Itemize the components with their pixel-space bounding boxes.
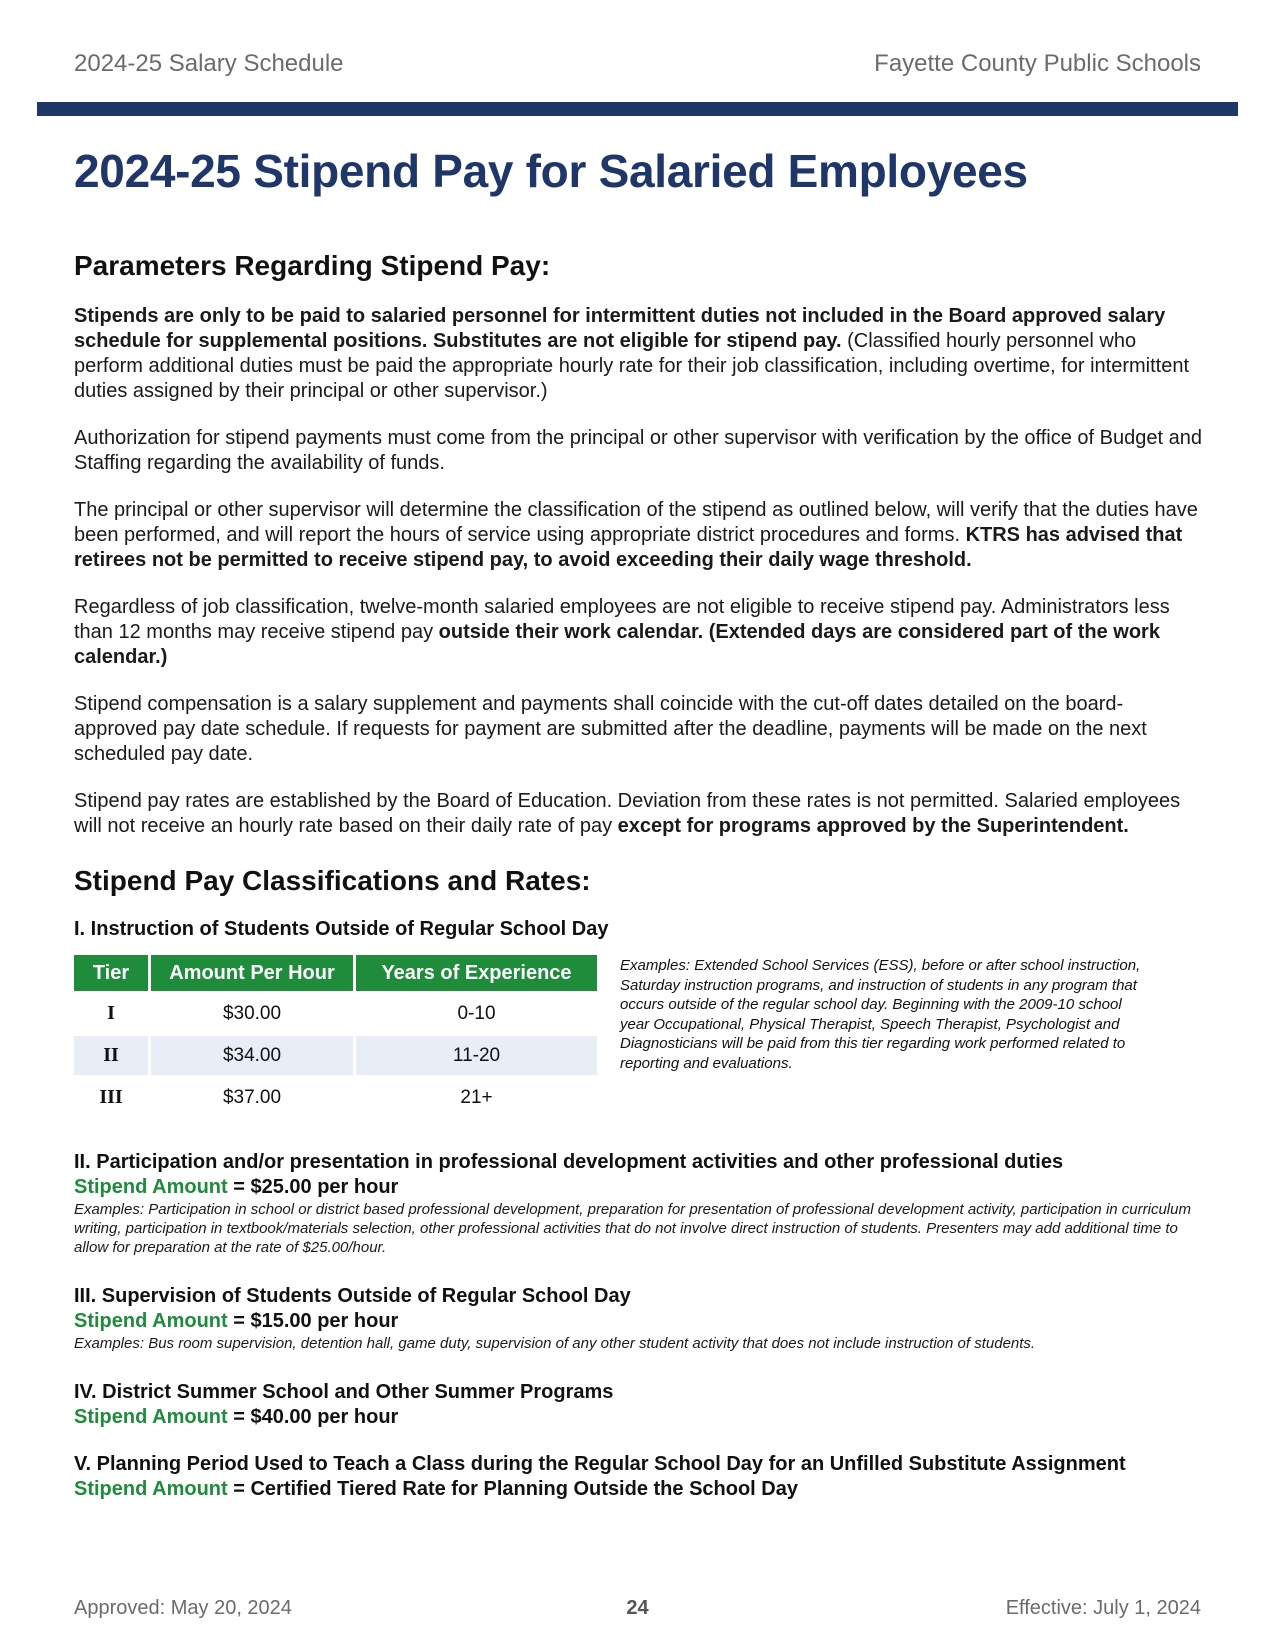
rates-table (71, 952, 600, 1120)
rates-table-header-row (74, 955, 597, 991)
footer-page-number: 24 (626, 1597, 649, 1619)
section-2-stipend (74, 1175, 1204, 1200)
table-row (74, 1036, 597, 1075)
p6-bold-text: except for programs approved by the Superintendent. (617, 815, 1129, 837)
stipend-amount: = $25.00 per hour (233, 1176, 399, 1198)
section-2-title: II. Participation and/or presentation in professional development activities and other professional duties (74, 1151, 1064, 1173)
parameters-paragraph-3 (74, 498, 1204, 573)
footer-effective-date: Effective: July 1, 2024 (1005, 1597, 1201, 1619)
table-row (74, 1078, 597, 1117)
parameters-paragraph-4 (74, 595, 1204, 670)
parameters-paragraph-1 (74, 304, 1204, 404)
section-3-title: III. Supervision of Students Outside of Regular School Day (74, 1285, 631, 1307)
header-amount: Amount Per Hour (151, 955, 353, 991)
p6-text: Stipend pay rates are established by the Board of Education. Deviation from these rates is not permitted. Salaried employees will not receive an hourly rate based on their daily rate of pay (74, 790, 1181, 837)
parameters-paragraph-6 (74, 789, 1204, 839)
section-5-stipend (74, 1477, 1204, 1502)
years-cell: 0-10 (457, 1002, 496, 1024)
p3-text: The principal or other supervisor will determine the classification of the stipend as outlined below, will verify that the duties have been performed, and will report the hours of service using appropriate district procedures and forms. (74, 499, 1198, 546)
p3-bold-text: KTRS has advised that retirees not be permitted to receive stipend pay, to avoid exceeding their daily wage threshold. (74, 524, 1183, 571)
classifications-heading: Stipend Pay Classifications and Rates: (74, 865, 591, 896)
years-cell: 21+ (460, 1086, 493, 1108)
tier-cell: III (99, 1086, 123, 1108)
amount-cell: $34.00 (151, 1036, 353, 1075)
section-1-title: I. Instruction of Students Outside of Regular School Day (74, 918, 609, 940)
table-row (74, 994, 597, 1033)
parameters-paragraph-5: Stipend compensation is a salary supplement and payments shall coincide with the cut-off dates detailed on the board-approved pay date schedule. If requests for payment are submitted after the deadline, payments will be made on the next scheduled pay date. (74, 693, 1147, 765)
section-1-examples: Examples: Extended School Services (ESS), before or after school instruction, Saturday instruction programs, and instruction of students in any program that occurs outside of the regular school day. Beginning with the 2009-10 school year Occupational, Physical Therapist, Speech Therapist, Psychologist and Diagnosticians will be paid from this tier regarding work performed related to reporting and evaluations. (620, 957, 1141, 1072)
header-years: Years of Experience (356, 955, 597, 991)
stipend-label: Stipend Amount (74, 1310, 228, 1332)
section-2-examples: Examples: Participation in school or district based professional development, preparation for presentation of professional development activity, participation in curriculum writing, participation in textbook/materials selection, other professional activities that do not involve direct instruction of students. Presenters may add additional time to allow for preparation at the rate of $25.00/hour. (74, 1201, 1191, 1256)
p4-text: Regardless of job classification, twelve-month salaried employees are not eligible to receive stipend pay. Administrators less than 12 months may receive stipend pay (74, 596, 1170, 643)
tier-cell: II (74, 1036, 148, 1075)
parameters-paragraph-2: Authorization for stipend payments must come from the principal or other supervisor with verification by the office of Budget and Staffing regarding the availability of funds. (74, 427, 1202, 474)
header-org-name: Fayette County Public Schools (874, 50, 1201, 77)
years-cell: 11-20 (356, 1036, 597, 1075)
stipend-amount: = $15.00 per hour (233, 1310, 399, 1332)
amount-cell: $30.00 (222, 1002, 282, 1024)
main-content (74, 250, 1204, 1502)
stipend-amount: = Certified Tiered Rate for Planning Outside the School Day (233, 1478, 798, 1500)
stipend-amount: = $40.00 per hour (233, 1406, 399, 1428)
stipend-label: Stipend Amount (74, 1406, 228, 1428)
section-4-title: IV. District Summer School and Other Summer Programs (74, 1381, 614, 1403)
stipend-label: Stipend Amount (74, 1176, 228, 1198)
section-3-examples: Examples: Bus room supervision, detention hall, game duty, supervision of any other student activity that does not include instruction of students. (74, 1335, 1036, 1352)
header-divider (37, 102, 1238, 116)
stipend-label: Stipend Amount (74, 1478, 228, 1500)
footer-approved-date: Approved: May 20, 2024 (74, 1597, 292, 1619)
page-title: 2024-25 Stipend Pay for Salaried Employees (74, 145, 1028, 197)
section-1-body (74, 952, 1204, 1120)
p4-bold-text: outside their work calendar. (Extended days are considered part of the work calendar.) (74, 621, 1160, 668)
amount-cell: $37.00 (222, 1086, 282, 1108)
p1-bold-text: Stipends are only to be paid to salaried personnel for intermittent duties not included in the Board approved salary schedule for supplemental positions. Substitutes are not eligible for stipend pay. (74, 305, 1166, 352)
header-doc-title: 2024-25 Salary Schedule (74, 50, 344, 77)
parameters-heading: Parameters Regarding Stipend Pay: (74, 250, 551, 281)
section-4-stipend (74, 1405, 1204, 1430)
p1-text: (Classified hourly personnel who perform additional duties must be paid the appropriate hourly rate for their job classification, including overtime, for intermittent duties assigned by their principal or other supervisor.) (74, 330, 1190, 402)
header-tier: Tier (74, 955, 148, 991)
section-3-stipend (74, 1309, 1204, 1334)
section-5-title: V. Planning Period Used to Teach a Class during the Regular School Day for an Unfilled Substitute Assignment (74, 1453, 1126, 1475)
tier-cell: I (107, 1002, 115, 1024)
